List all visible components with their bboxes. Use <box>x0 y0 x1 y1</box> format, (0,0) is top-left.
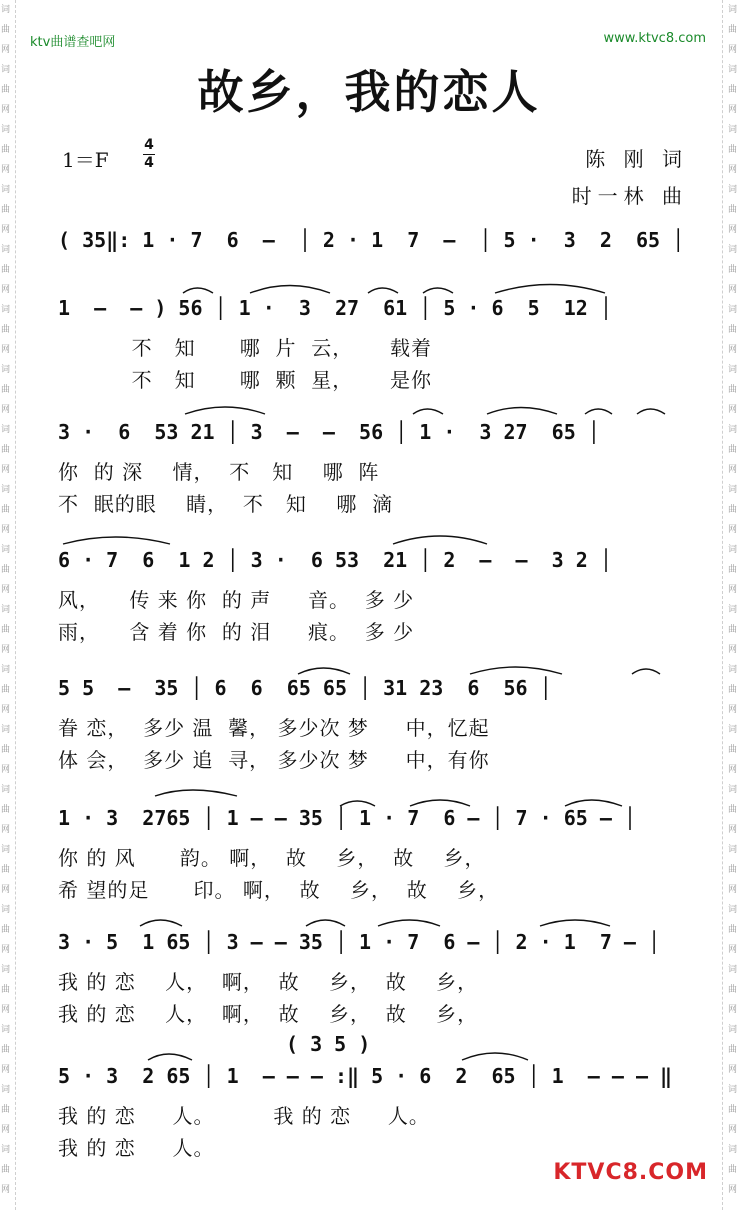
watermark-char: 曲 <box>1 505 11 515</box>
watermark-char: 网 <box>1 885 11 895</box>
slur <box>378 920 440 926</box>
notation-line: 5 5 – 35 │ 6 6 65 65 │ 31 23 6 56 │ <box>58 676 552 700</box>
notation-line: 5 · 3 2 65 │ 1 – – – :‖ 5 · 6 2 65 │ 1 – – – ‖ <box>58 1064 673 1088</box>
watermark-char: 词 <box>1 845 11 855</box>
notation-line: 6 · 7 6 1 2 │ 3 · 6 53 21 │ 2 – – 3 2 │ <box>58 548 612 572</box>
watermark-char: 词 <box>1 185 11 195</box>
watermark-char: 词 <box>1 5 11 15</box>
lyrics-verse-1: 我 的 恋 人。 我 的 恋 人。 <box>58 1104 430 1128</box>
watermark-char: 词 <box>727 245 737 255</box>
key-signature: 1＝F <box>62 148 109 172</box>
slur <box>368 288 398 293</box>
notation-line: 3 · 6 53 21 │ 3 – – 56 │ 1 · 3 27 65 │ <box>58 420 600 444</box>
watermark-char: 网 <box>727 165 737 175</box>
watermark-char: 曲 <box>1 145 11 155</box>
watermark-char: 词 <box>1 305 11 315</box>
watermark-char: 词 <box>727 845 737 855</box>
watermark-char: 曲 <box>1 685 11 695</box>
lyrics-verse-1: 不 知 哪 片 云， 载着 <box>58 336 433 360</box>
lyrics-verse-2: 希 望的足 印。 啊， 故 乡， 故 乡， <box>58 878 500 902</box>
slur <box>185 407 265 414</box>
lyrics-verse-1: 眷 恋， 多少 温 馨， 多少次 梦 中，忆起 <box>58 716 490 740</box>
watermark-char: 曲 <box>1 1045 11 1055</box>
lyrics-verse-1: 你 的 深 情， 不 知 哪 阵 <box>58 460 380 484</box>
watermark-char: 词 <box>727 1145 737 1155</box>
slur <box>487 408 557 415</box>
slur <box>306 920 345 926</box>
watermark-char: 词 <box>727 365 737 375</box>
watermark-char: 词 <box>1 905 11 915</box>
slur <box>495 285 605 294</box>
right-watermark-strip <box>722 0 737 1210</box>
watermark-char: 网 <box>727 1125 737 1135</box>
watermark-char: 曲 <box>727 85 737 95</box>
watermark-char: 词 <box>1 245 11 255</box>
slur <box>250 286 330 294</box>
slur <box>462 1053 528 1060</box>
watermark-char: 曲 <box>727 205 737 215</box>
watermark-char: 曲 <box>1 85 11 95</box>
watermark-char: 网 <box>727 765 737 775</box>
watermark-char: 网 <box>1 165 11 175</box>
watermark-char: 曲 <box>1 865 11 875</box>
watermark-char: 词 <box>1 725 11 735</box>
watermark-char: 词 <box>727 665 737 675</box>
watermark-char: 词 <box>1 365 11 375</box>
watermark-char: 词 <box>727 1025 737 1035</box>
watermark-char: 网 <box>727 465 737 475</box>
watermark-char: 网 <box>1 705 11 715</box>
repeat-pickup-notes: ( 3 5 ) <box>286 1032 371 1056</box>
watermark-char: 网 <box>727 105 737 115</box>
watermark-char: 词 <box>1 605 11 615</box>
site-name-left[interactable]: ktv曲谱查吧网 <box>30 35 116 50</box>
watermark-char: 网 <box>727 405 737 415</box>
watermark-char: 词 <box>1 1145 11 1155</box>
watermark-char: 网 <box>1 525 11 535</box>
watermark-char: 网 <box>1 585 11 595</box>
watermark-char: 曲 <box>727 1105 737 1115</box>
song-title: 故乡，我的恋人 <box>197 65 541 119</box>
watermark-char: 词 <box>727 65 737 75</box>
slur <box>413 409 443 414</box>
watermark-char: 词 <box>727 5 737 15</box>
watermark-char: 曲 <box>1 805 11 815</box>
watermark-char: 曲 <box>727 925 737 935</box>
watermark-char: 词 <box>727 185 737 195</box>
site-url-right[interactable]: www.ktvc8.com <box>603 31 706 46</box>
watermark-char: 网 <box>1 1005 11 1015</box>
watermark-char: 词 <box>1 425 11 435</box>
slur <box>63 537 170 544</box>
watermark-char: 网 <box>1 225 11 235</box>
watermark-char: 网 <box>727 885 737 895</box>
lyrics-verse-2: 体 会， 多少 追 寻， 多少次 梦 中，有你 <box>58 748 490 772</box>
watermark-char: 曲 <box>1 745 11 755</box>
watermark-char: 网 <box>727 285 737 295</box>
watermark-char: 网 <box>1 645 11 655</box>
time-signature <box>143 139 155 170</box>
composer-credit: 时一林 曲 <box>571 184 688 208</box>
watermark-char: 词 <box>1 125 11 135</box>
watermark-char: 曲 <box>1 205 11 215</box>
watermark-char: 网 <box>1 465 11 475</box>
slur <box>470 667 562 674</box>
watermark-char: 曲 <box>727 625 737 635</box>
watermark-char: 曲 <box>1 325 11 335</box>
watermark-char: 曲 <box>727 505 737 515</box>
watermark-char: 网 <box>1 1125 11 1135</box>
watermark-char: 词 <box>1 1025 11 1035</box>
watermark-char: 曲 <box>1 1105 11 1115</box>
slur <box>585 409 612 414</box>
watermark-char: 网 <box>727 525 737 535</box>
watermark-char: 网 <box>727 945 737 955</box>
watermark-char: 网 <box>727 45 737 55</box>
watermark-char: 曲 <box>727 265 737 275</box>
notation-line: 3 · 5 1 65 │ 3 – – 35 │ 1 · 7 6 – │ 2 · 1 7 – │ <box>58 930 661 954</box>
lyrics-verse-1: 风， 传 来 你 的 声 音。 多 少 <box>58 588 415 612</box>
watermark-char: 网 <box>727 645 737 655</box>
watermark-char: 网 <box>1 825 11 835</box>
watermark-char: 曲 <box>727 685 737 695</box>
lyrics-verse-2: 不 眠的眼 睛， 不 知 哪 滴 <box>58 492 394 516</box>
watermark-char: 网 <box>727 585 737 595</box>
watermark-char: 词 <box>727 965 737 975</box>
lyricist-credit: 陈 刚 词 <box>585 147 688 171</box>
watermark-char: 词 <box>727 905 737 915</box>
lyrics-verse-1: 我 的 恋 人， 啊， 故 乡， 故 乡， <box>58 970 479 994</box>
watermark-char: 网 <box>1 285 11 295</box>
watermark-char: 曲 <box>1 385 11 395</box>
watermark-char: 曲 <box>727 805 737 815</box>
watermark-char: 词 <box>727 605 737 615</box>
watermark-char: 曲 <box>1 1165 11 1175</box>
watermark-char: 词 <box>1 485 11 495</box>
watermark-char: 曲 <box>1 565 11 575</box>
watermark-char: 曲 <box>727 565 737 575</box>
watermark-char: 网 <box>1 345 11 355</box>
watermark-char: 网 <box>727 825 737 835</box>
watermark-char: 词 <box>1 785 11 795</box>
watermark-char: 词 <box>727 485 737 495</box>
slur <box>393 536 487 544</box>
ktvc8-logo[interactable]: KTVC8.COM <box>553 1160 708 1185</box>
watermark-char: 曲 <box>727 325 737 335</box>
lyrics-verse-1: 你 的 风 韵。 啊， 故 乡， 故 乡， <box>58 846 486 870</box>
watermark-char: 网 <box>1 105 11 115</box>
watermark-char: 曲 <box>727 445 737 455</box>
watermark-char: 网 <box>727 1185 737 1195</box>
notation-line: 1 – – ) 56 │ 1 · 3 27 61 │ 5 · 6 5 12 │ <box>58 296 612 320</box>
watermark-char: 网 <box>727 705 737 715</box>
watermark-char: 曲 <box>727 1045 737 1055</box>
watermark-char: 网 <box>1 45 11 55</box>
slur <box>632 669 660 674</box>
watermark-char: 词 <box>1 65 11 75</box>
slur <box>155 790 237 796</box>
slur <box>540 920 610 926</box>
lyrics-verse-2: 我 的 恋 人， 啊， 故 乡， 故 乡， <box>58 1002 479 1026</box>
notation-line: ( 35‖: 1 · 7 6 – │ 2 · 1 7 – │ 5 · 3 2 65 │ <box>58 228 685 252</box>
watermark-char: 网 <box>727 1005 737 1015</box>
watermark-char: 曲 <box>1 925 11 935</box>
watermark-char: 网 <box>1 1065 11 1075</box>
slur <box>637 409 665 414</box>
time-signature-bottom: 4 <box>144 155 154 171</box>
watermark-char: 曲 <box>727 745 737 755</box>
watermark-char: 曲 <box>727 25 737 35</box>
slur <box>140 920 182 926</box>
watermark-char: 曲 <box>727 385 737 395</box>
watermark-char: 词 <box>727 125 737 135</box>
slur <box>298 668 350 674</box>
slur <box>183 288 213 293</box>
lyrics-verse-2: 雨， 含 着 你 的 泪 痕。 多 少 <box>58 620 415 644</box>
watermark-char: 网 <box>727 225 737 235</box>
lyrics-verse-2: 不 知 哪 颗 星， 是你 <box>58 368 433 392</box>
watermark-char: 曲 <box>727 145 737 155</box>
watermark-char: 网 <box>1 945 11 955</box>
watermark-char: 词 <box>1 545 11 555</box>
watermark-char: 词 <box>1 1085 11 1095</box>
watermark-char: 曲 <box>1 985 11 995</box>
notation-line: 1 · 3 2765 │ 1 – – 35 │ 1 · 7 6 – │ 7 · 65 – │ <box>58 806 636 830</box>
watermark-char: 曲 <box>1 25 11 35</box>
watermark-char: 网 <box>1 1185 11 1195</box>
watermark-char: 曲 <box>727 865 737 875</box>
watermark-char: 词 <box>727 545 737 555</box>
left-watermark-strip <box>1 0 16 1210</box>
lyrics-verse-2: 我 的 恋 人。 <box>58 1136 215 1160</box>
watermark-char: 网 <box>1 405 11 415</box>
watermark-char: 曲 <box>1 445 11 455</box>
watermark-char: 曲 <box>1 265 11 275</box>
watermark-char: 曲 <box>727 1165 737 1175</box>
watermark-char: 网 <box>1 765 11 775</box>
watermark-char: 曲 <box>1 625 11 635</box>
watermark-char: 网 <box>727 1065 737 1075</box>
watermark-char: 曲 <box>727 985 737 995</box>
time-signature-top: 4 <box>144 137 154 153</box>
watermark-char: 词 <box>727 425 737 435</box>
watermark-char: 词 <box>1 665 11 675</box>
watermark-char: 词 <box>727 785 737 795</box>
watermark-char: 词 <box>727 725 737 735</box>
watermark-char: 网 <box>727 345 737 355</box>
slur <box>423 288 453 293</box>
watermark-char: 词 <box>727 1085 737 1095</box>
slur <box>148 1054 192 1060</box>
watermark-char: 词 <box>727 305 737 315</box>
watermark-char: 词 <box>1 965 11 975</box>
